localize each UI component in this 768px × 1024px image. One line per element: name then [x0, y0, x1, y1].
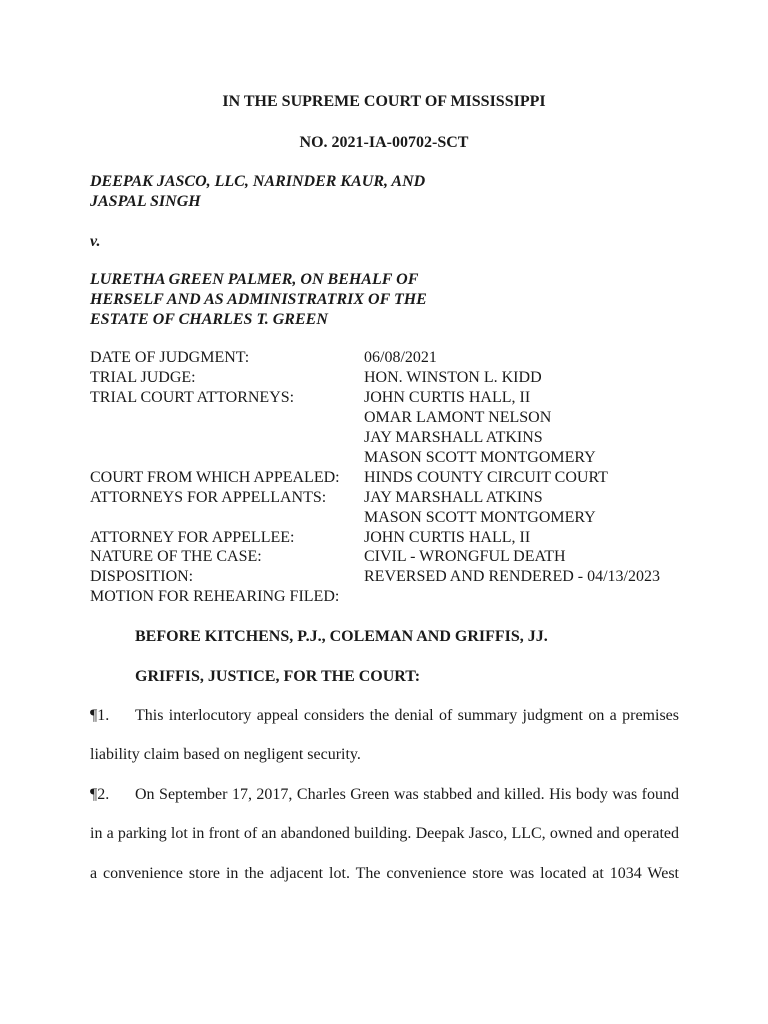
date-of-judgment-value: 06/08/2021	[364, 349, 437, 366]
date-of-judgment-label: DATE OF JUDGMENT:	[90, 349, 250, 366]
paragraph-2-line-3: a convenience store in the adjacent lot. The convenience store was located at 1034 West	[90, 865, 679, 882]
appellant-attorney: MASON SCOTT MONTGOMERY	[364, 509, 596, 526]
appellee-line-1: LURETHA GREEN PALMER, ON BEHALF OF	[90, 271, 419, 288]
paragraph-2-line-1: On September 17, 2017, Charles Green was stabbed and killed. His body was found	[135, 786, 679, 803]
nature-of-case-label: NATURE OF THE CASE:	[90, 548, 262, 565]
appellant-attorney: JAY MARSHALL ATKINS	[364, 489, 543, 506]
appellee-attorney-label: ATTORNEY FOR APPELLEE:	[90, 529, 295, 546]
paragraph-number: ¶1.	[90, 707, 110, 724]
paragraph-1-line-1: This interlocutory appeal considers the denial of summary judgment on a premises	[135, 707, 679, 724]
trial-attorney: MASON SCOTT MONTGOMERY	[364, 449, 596, 466]
appellants-line-1: DEEPAK JASCO, LLC, NARINDER KAUR, AND	[90, 173, 426, 190]
disposition-value: REVERSED AND RENDERED - 04/13/2023	[364, 568, 660, 585]
nature-of-case-value: CIVIL - WRONGFUL DEATH	[364, 548, 566, 565]
case-number: NO. 2021-IA-00702-SCT	[299, 134, 469, 151]
trial-judge-label: TRIAL JUDGE:	[90, 369, 196, 386]
appellee-attorney-value: JOHN CURTIS HALL, II	[364, 529, 531, 546]
disposition-label: DISPOSITION:	[90, 568, 194, 585]
trial-attorneys-label: TRIAL COURT ATTORNEYS:	[90, 389, 295, 406]
appellants-line-2: JASPAL SINGH	[90, 193, 201, 210]
court-appealed-value: HINDS COUNTY CIRCUIT COURT	[364, 469, 608, 486]
panel-before: BEFORE KITCHENS, P.J., COLEMAN AND GRIFFIS, JJ.	[135, 628, 548, 645]
paragraph-1-line-2: liability claim based on negligent security.	[90, 746, 361, 763]
trial-attorney: OMAR LAMONT NELSON	[364, 409, 552, 426]
opinion-author: GRIFFIS, JUSTICE, FOR THE COURT:	[135, 668, 421, 685]
rehearing-label: MOTION FOR REHEARING FILED:	[90, 588, 340, 605]
versus: v.	[90, 233, 101, 250]
paragraph-number: ¶2.	[90, 786, 110, 803]
trial-judge-value: HON. WINSTON L. KIDD	[364, 369, 542, 386]
appellee-line-2: HERSELF AND AS ADMINISTRATRIX OF THE	[90, 291, 427, 308]
trial-attorney: JAY MARSHALL ATKINS	[364, 429, 543, 446]
trial-attorney: JOHN CURTIS HALL, II	[364, 389, 531, 406]
appellant-attorneys-label: ATTORNEYS FOR APPELLANTS:	[90, 489, 327, 506]
court-heading: IN THE SUPREME COURT OF MISSISSIPPI	[222, 93, 546, 110]
appellee-line-3: ESTATE OF CHARLES T. GREEN	[90, 311, 328, 328]
paragraph-2-line-2: in a parking lot in front of an abandoned building. Deepak Jasco, LLC, owned and operated	[90, 825, 679, 842]
court-appealed-label: COURT FROM WHICH APPEALED:	[90, 469, 340, 486]
